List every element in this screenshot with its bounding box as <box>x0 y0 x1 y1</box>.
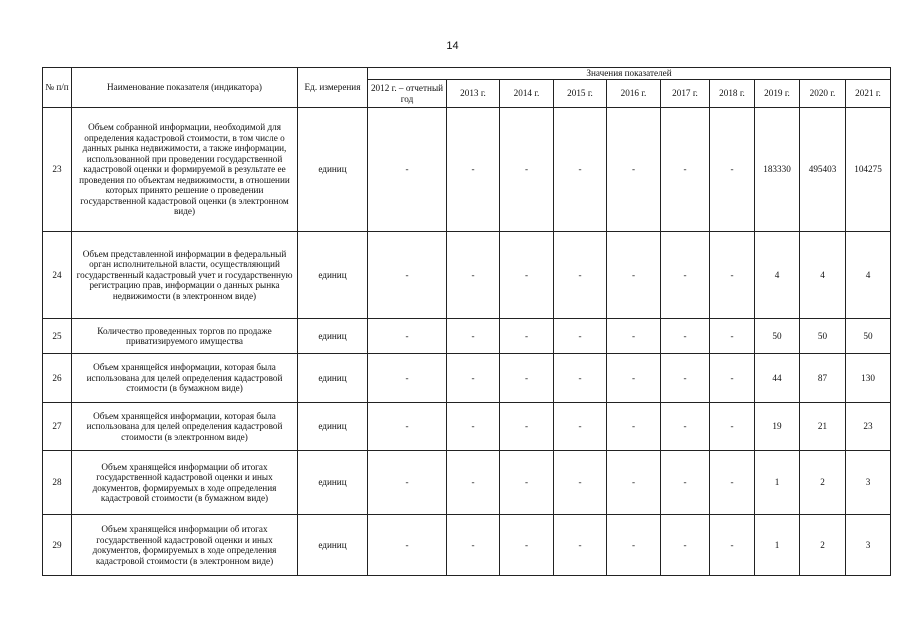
value-cell: - <box>554 515 607 576</box>
value-cell: - <box>661 403 710 451</box>
value-cell: - <box>710 319 755 354</box>
header-year: 2019 г. <box>755 80 800 108</box>
value-cell: - <box>500 515 554 576</box>
value-cell: - <box>368 515 447 576</box>
value-cell: - <box>554 319 607 354</box>
row-number: 24 <box>43 232 72 319</box>
indicators-table <box>42 67 891 576</box>
header-year: 2013 г. <box>447 80 500 108</box>
row-number: 29 <box>43 515 72 576</box>
header-unit: Ед. измерения <box>298 68 368 108</box>
row-number: 23 <box>43 108 72 232</box>
value-cell: - <box>607 403 661 451</box>
value-cell: 130 <box>846 354 891 403</box>
header-year: 2014 г. <box>500 80 554 108</box>
value-cell: - <box>500 232 554 319</box>
indicator-name: Количество проведенных торгов по продаже приватизируемого имущества <box>72 319 298 354</box>
indicator-name: Объем собранной информации, необходимой для определения кадастровой стоимости, в том числе о данных рынка недвижимости, а также информации, использованной при проведении государственной кадастровой оценки и формируемой в результате ее проведения по объектам недвижимости, в отношении которых принято решение о проведении государственной кадастровой оценки (в электронном виде) <box>72 108 298 232</box>
value-cell: - <box>500 108 554 232</box>
row-number: 25 <box>43 319 72 354</box>
table-row <box>43 108 891 232</box>
table-row <box>43 515 891 576</box>
value-cell: - <box>447 451 500 515</box>
header-year: 2016 г. <box>607 80 661 108</box>
value-cell: - <box>710 232 755 319</box>
unit-cell: единиц <box>298 403 368 451</box>
value-cell: 3 <box>846 515 891 576</box>
row-number: 28 <box>43 451 72 515</box>
table-row <box>43 354 891 403</box>
value-cell: 183330 <box>755 108 800 232</box>
table-row <box>43 232 891 319</box>
value-cell: - <box>447 108 500 232</box>
value-cell: - <box>710 403 755 451</box>
value-cell: - <box>661 232 710 319</box>
value-cell: 50 <box>755 319 800 354</box>
value-cell: - <box>447 232 500 319</box>
value-cell: - <box>500 319 554 354</box>
table-row <box>43 403 891 451</box>
value-cell: 4 <box>755 232 800 319</box>
unit-cell: единиц <box>298 515 368 576</box>
unit-cell: единиц <box>298 319 368 354</box>
header-year: 2017 г. <box>661 80 710 108</box>
value-cell: 50 <box>800 319 846 354</box>
value-cell: - <box>661 451 710 515</box>
value-cell: - <box>500 354 554 403</box>
header-year: 2012 г. – отчетный год <box>368 80 447 108</box>
unit-cell: единиц <box>298 232 368 319</box>
value-cell: - <box>607 451 661 515</box>
value-cell: - <box>607 319 661 354</box>
table-row <box>43 319 891 354</box>
row-number: 26 <box>43 354 72 403</box>
value-cell: - <box>661 108 710 232</box>
value-cell: - <box>554 232 607 319</box>
value-cell: - <box>554 451 607 515</box>
indicator-name: Объем хранящейся информации об итогах государственной кадастровой оценки и иных документов, формируемых в ходе определения кадастровой стоимости (в электронном виде) <box>72 515 298 576</box>
indicator-name: Объем хранящейся информации об итогах государственной кадастровой оценки и иных документов, формируемых в ходе определения кадастровой стоимости (в бумажном виде) <box>72 451 298 515</box>
value-cell: - <box>368 232 447 319</box>
value-cell: - <box>447 515 500 576</box>
page-number: 14 <box>446 40 459 52</box>
value-cell: - <box>368 354 447 403</box>
value-cell: - <box>368 319 447 354</box>
value-cell: 2 <box>800 451 846 515</box>
value-cell: 104275 <box>846 108 891 232</box>
header-year: 2015 г. <box>554 80 607 108</box>
value-cell: 87 <box>800 354 846 403</box>
table-row <box>43 451 891 515</box>
value-cell: - <box>368 108 447 232</box>
value-cell: - <box>661 319 710 354</box>
value-cell: - <box>500 451 554 515</box>
value-cell: 50 <box>846 319 891 354</box>
value-cell: 1 <box>755 515 800 576</box>
value-cell: - <box>447 319 500 354</box>
value-cell: - <box>607 232 661 319</box>
unit-cell: единиц <box>298 108 368 232</box>
header-year: 2021 г. <box>846 80 891 108</box>
value-cell: - <box>607 515 661 576</box>
indicator-name: Объем хранящейся информации, которая была использована для целей определения кадастровой стоимости (в бумажном виде) <box>72 354 298 403</box>
value-cell: 3 <box>846 451 891 515</box>
value-cell: - <box>710 354 755 403</box>
header-values-group: Значения показателей <box>368 68 891 80</box>
value-cell: 4 <box>846 232 891 319</box>
value-cell: - <box>554 354 607 403</box>
value-cell: 1 <box>755 451 800 515</box>
header-name: Наименование показателя (индикатора) <box>72 68 298 108</box>
header-num: № п/п <box>43 68 72 108</box>
value-cell: - <box>710 108 755 232</box>
value-cell: - <box>554 108 607 232</box>
unit-cell: единиц <box>298 451 368 515</box>
row-number: 27 <box>43 403 72 451</box>
indicator-name: Объем представленной информации в федеральный орган исполнительной власти, осуществляющий государственный кадастровый учет и государственную регистрацию прав, информации о данных рынка недвижимости (в электронном виде) <box>72 232 298 319</box>
value-cell: - <box>447 354 500 403</box>
header-year: 2018 г. <box>710 80 755 108</box>
value-cell: - <box>607 108 661 232</box>
value-cell: 495403 <box>800 108 846 232</box>
header-row <box>43 68 891 80</box>
value-cell: 21 <box>800 403 846 451</box>
value-cell: 2 <box>800 515 846 576</box>
unit-cell: единиц <box>298 354 368 403</box>
value-cell: - <box>710 451 755 515</box>
indicator-name: Объем хранящейся информации, которая была использована для целей определения кадастровой стоимости (в электронном виде) <box>72 403 298 451</box>
value-cell: - <box>447 403 500 451</box>
value-cell: - <box>500 403 554 451</box>
value-cell: 44 <box>755 354 800 403</box>
value-cell: - <box>368 403 447 451</box>
value-cell: 4 <box>800 232 846 319</box>
value-cell: 19 <box>755 403 800 451</box>
value-cell: - <box>368 451 447 515</box>
value-cell: - <box>661 354 710 403</box>
header-year: 2020 г. <box>800 80 846 108</box>
value-cell: - <box>607 354 661 403</box>
value-cell: 23 <box>846 403 891 451</box>
value-cell: - <box>554 403 607 451</box>
value-cell: - <box>710 515 755 576</box>
value-cell: - <box>661 515 710 576</box>
